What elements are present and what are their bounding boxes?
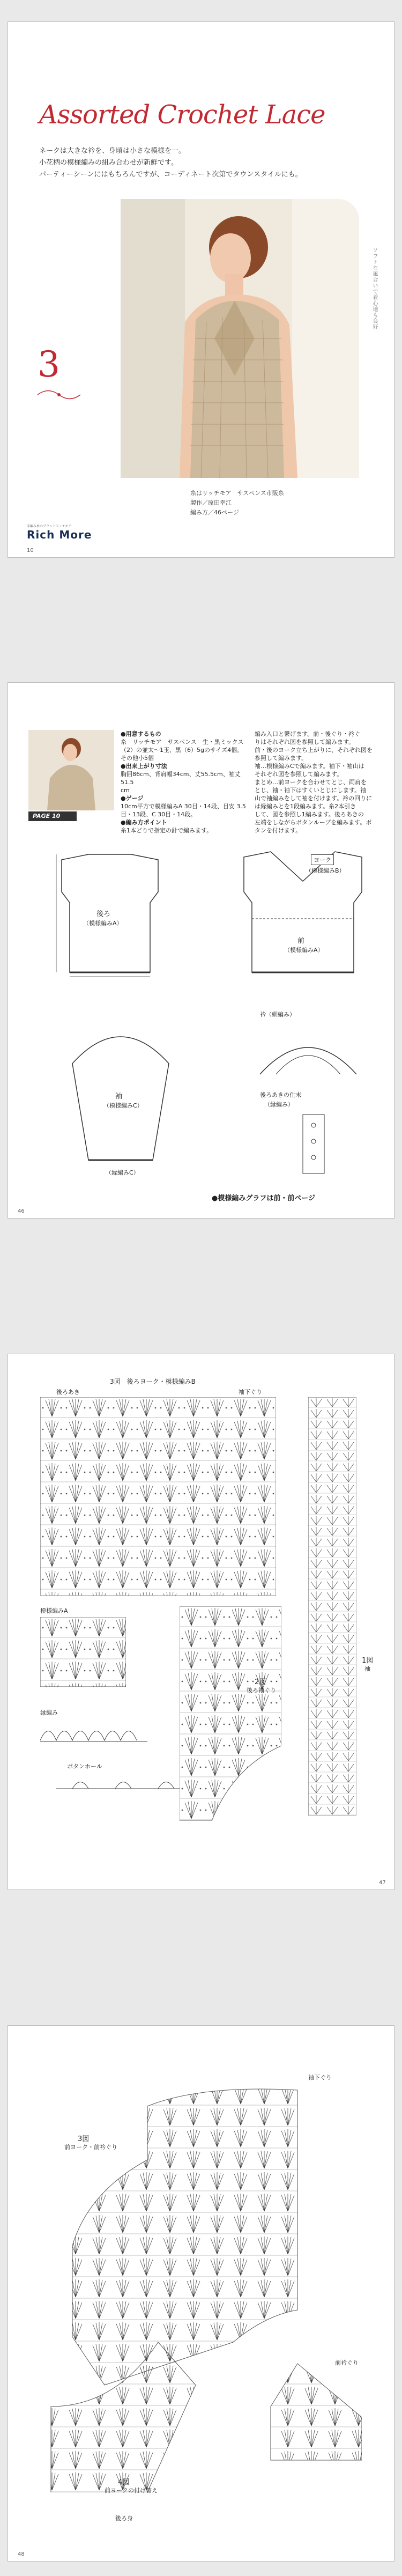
page-number: 48 bbox=[18, 2551, 25, 2557]
col1-line-4: ●出来上がり寸法 bbox=[121, 763, 167, 770]
front-pattern-label: （模様編みA） bbox=[284, 947, 324, 954]
col2-line-3: 参照して編みます。 bbox=[255, 755, 308, 762]
yoke-chart bbox=[40, 1397, 276, 1596]
fig1-sub-label: 袖 bbox=[364, 1665, 370, 1672]
collar-diagram bbox=[255, 1021, 362, 1080]
buttonhole-label: ボタンホール bbox=[67, 1763, 102, 1770]
back-opening-label: 後ろあきの仕末 bbox=[260, 1091, 301, 1098]
side-label: 後ろ身 bbox=[115, 2515, 133, 2522]
buttonhole-chart bbox=[56, 1773, 180, 1799]
fig4-label: 4図 bbox=[118, 2478, 130, 2486]
fig2-sub-label: 後ろ袖ぐり bbox=[247, 1687, 276, 1694]
col2-line-11: 左端をしながらボタンループを編みます。ボ bbox=[255, 819, 372, 826]
intro-line-3: パーティーシーンにはもちろんですが、コーディネート次第でタウンスタイルにも。 bbox=[39, 171, 302, 179]
collar-bottom-label: 前衿ぐり bbox=[335, 2359, 359, 2366]
materials-column bbox=[121, 730, 249, 835]
front-yoke-chart bbox=[40, 2085, 362, 2492]
page-number: 10 bbox=[27, 548, 34, 553]
credit-text bbox=[190, 489, 284, 518]
col2-line-2: 前・後のヨーク立ち上がりに、それぞれ図を bbox=[255, 747, 373, 754]
back-opening-label: 後ろあき bbox=[56, 1389, 80, 1396]
page-1-cover bbox=[8, 21, 394, 558]
col1-line-11: 糸1本どりで指定の針で編みます。 bbox=[121, 827, 213, 834]
fig2-label: 2図 bbox=[255, 1678, 266, 1686]
col1-line-0: ●用意するもの bbox=[121, 730, 161, 737]
intro-line-2: 小花柄の模様編みの組み合わせが新鮮です。 bbox=[39, 159, 178, 167]
flourish-ornament bbox=[35, 387, 83, 403]
chart-reference-note: ●模様編みグラフは前・前ページ bbox=[212, 1194, 316, 1202]
fig4-sub-label: 前ヨークの付け替え bbox=[105, 2487, 158, 2494]
side-caption: ソフトな風合いで着心地も良好 bbox=[371, 247, 377, 330]
back-pattern-label: （模様編みA） bbox=[83, 920, 123, 927]
col1-line-5: 胸囲86cm、背肩幅34cm、丈55.5cm、袖丈51.5 bbox=[121, 771, 241, 786]
col1-line-2: （2）の並太〜1玉、黒（6）5gのサイズ4個。 bbox=[121, 747, 243, 754]
sleeve-edging-label: （縁編みC） bbox=[106, 1169, 139, 1176]
col1-line-1: 糸 リッチモア サスペンス 生・黒ミックス bbox=[121, 739, 244, 746]
model-photo bbox=[121, 199, 359, 478]
col1-line-3: その他小5個 bbox=[121, 755, 154, 762]
edging-chart bbox=[40, 1719, 147, 1746]
yoke-label: ヨーク bbox=[311, 854, 334, 865]
credit-line-3: 編み方／46ページ bbox=[190, 509, 239, 516]
front-label: 前 bbox=[297, 937, 305, 945]
back-label: 後ろ bbox=[96, 910, 111, 918]
col1-line-9: 目・13段、C 30目・14段。 bbox=[121, 811, 197, 818]
col2-line-7: とじ、袖・袖下はすくいとじにします。袖 bbox=[255, 787, 367, 794]
sleeve-label: 袖 bbox=[115, 1093, 123, 1101]
sleeve-bottom-label: 袖下ぐり bbox=[239, 1389, 262, 1396]
page-title: Assorted Crochet Lace bbox=[39, 100, 325, 130]
fig3-sub-label: 前ヨーク・前衿ぐり bbox=[64, 2144, 117, 2151]
col2-line-9: は縁編みとを1段編みます。糸2本引き bbox=[255, 803, 356, 810]
col2-line-5: それぞれ図を参照して編みます。 bbox=[255, 771, 343, 778]
model-illustration bbox=[121, 199, 359, 478]
back-opening-sub-label: （縁編み） bbox=[264, 1101, 294, 1108]
front-schematic bbox=[233, 844, 373, 978]
col2-line-0: 編み入口と繋げます。前・後ぐり・衿ぐ bbox=[255, 730, 361, 737]
pattern-a-swatch bbox=[40, 1617, 126, 1687]
col2-line-1: りはそれぞれ図を参照して編みます。 bbox=[255, 739, 355, 746]
edging-label: 縁編み bbox=[40, 1709, 58, 1716]
thumbnail-illustration bbox=[28, 730, 114, 810]
col1-line-7: ●ゲージ bbox=[121, 795, 144, 802]
collar-label: 衿（細編み） bbox=[260, 1011, 295, 1018]
back-opening-diagram bbox=[297, 1112, 330, 1176]
sleeve-bottom-label: 袖下ぐり bbox=[308, 2074, 332, 2081]
sleeve-pattern-label: （模様編みC） bbox=[103, 1102, 143, 1109]
page-2-instructions bbox=[8, 682, 394, 1219]
col2-line-12: タンを付けます。 bbox=[255, 827, 302, 834]
yoke-pattern-label: （模様編みB） bbox=[306, 867, 345, 874]
col1-line-10: ●編み方ポイント bbox=[121, 819, 167, 826]
col2-line-4: 袖…模様編みCで編みます。袖下・袖山は bbox=[255, 763, 364, 770]
fig3-label: 3図 bbox=[78, 2135, 90, 2143]
logo-tagline: 手編み糸のブランドリッチモア bbox=[27, 525, 72, 528]
col2-line-10: して、図を参照し1編みます。後ろあきの bbox=[255, 811, 364, 818]
sleeve-chart bbox=[308, 1397, 356, 1815]
col2-line-8: 山で袖編みをして袖を付けます。衿の回りに bbox=[255, 795, 373, 802]
intro-line-1: ネークは大きな衿を、身頃は小さな模様を一。 bbox=[39, 147, 186, 155]
steps-column bbox=[255, 730, 378, 835]
fig1-label: 1図 bbox=[362, 1657, 374, 1665]
page-3-charts bbox=[8, 1354, 394, 1890]
credit-line-2: 製作／原田幸江 bbox=[190, 499, 232, 506]
col1-line-8: 10cm平方で模様編みA 30目・14段、目安 3.5 bbox=[121, 803, 246, 810]
intro-text bbox=[39, 145, 329, 181]
page-number: 46 bbox=[18, 1208, 25, 1214]
thumbnail-photo bbox=[28, 730, 114, 810]
col1-line-6: cm bbox=[121, 787, 130, 794]
pattern-a-label: 模様編みA bbox=[40, 1607, 68, 1614]
logo-wordmark: Rich More bbox=[27, 528, 92, 541]
brand-logo bbox=[27, 523, 92, 541]
chart-title: 3図 後ろヨーク・模様編みB bbox=[110, 1378, 196, 1385]
page-4-charts bbox=[8, 2025, 394, 2562]
armhole-chart bbox=[180, 1606, 281, 1821]
credit-line-1: 糸はリッチモア サスペンス市販糸 bbox=[190, 490, 284, 497]
page-number: 47 bbox=[379, 1880, 386, 1886]
page-tag: PAGE 10 bbox=[28, 811, 77, 821]
design-number: 3 bbox=[38, 344, 60, 385]
col2-line-6: まとめ…前ヨークを合わせてとじ、両肩を bbox=[255, 779, 367, 786]
